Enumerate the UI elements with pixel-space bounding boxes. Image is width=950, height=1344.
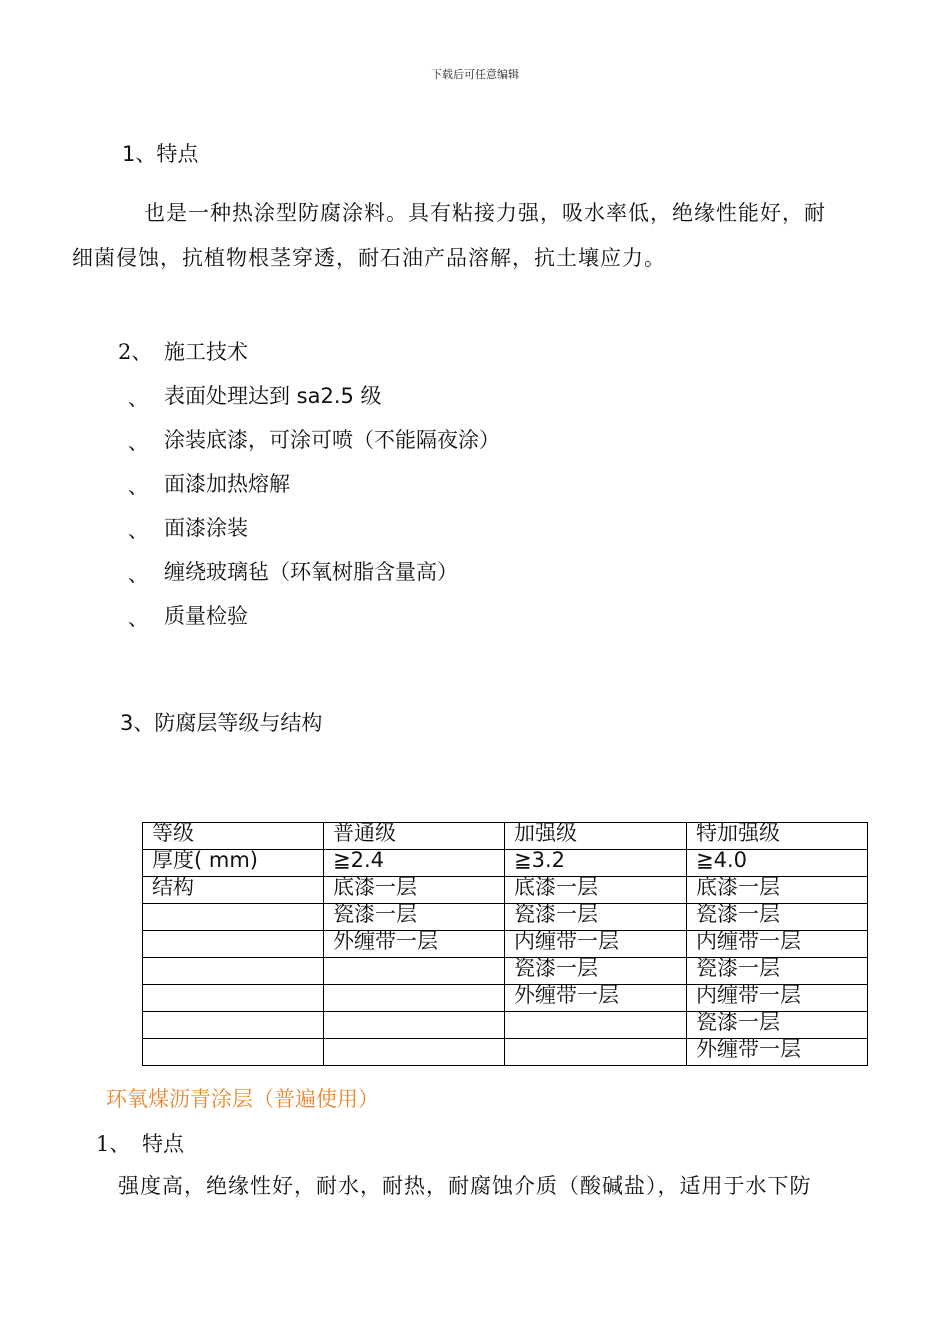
- table-cell: [143, 958, 324, 985]
- table-cell: 底漆一层: [505, 877, 687, 904]
- table-cell: [143, 1012, 324, 1039]
- table-cell: [505, 1012, 687, 1039]
- table-cell: 瓷漆一层: [687, 958, 868, 985]
- table-cell: [505, 1039, 687, 1066]
- table-cell: 厚度( mm): [143, 850, 324, 877]
- table-row: [143, 1012, 868, 1039]
- table-cell: 内缠带一层: [687, 985, 868, 1012]
- table-cell: [324, 958, 505, 985]
- section4-sub-number: 1、: [96, 1132, 131, 1156]
- table-cell: 瓷漆一层: [687, 1012, 868, 1039]
- section4-sub-title: 特点: [142, 1132, 184, 1156]
- table-cell: 外缠带一层: [505, 985, 687, 1012]
- table-cell: 内缠带一层: [505, 931, 687, 958]
- table-row: [143, 958, 868, 985]
- table-row: [143, 850, 868, 877]
- list-item: 面漆加热熔解: [164, 472, 290, 496]
- list-bullet: 、: [128, 386, 148, 410]
- list-item: 表面处理达到 sa2.5 级: [164, 384, 382, 408]
- section2-title: 施工技术: [164, 340, 248, 364]
- table-cell: 特加强级: [687, 823, 868, 850]
- section4-heading: 环氧煤沥青涂层（普遍使用）: [106, 1087, 379, 1111]
- table-cell: 外缠带一层: [324, 931, 505, 958]
- table-cell: 瓷漆一层: [324, 904, 505, 931]
- table-cell: ≧4.0: [687, 850, 868, 877]
- table-cell: 等级: [143, 823, 324, 850]
- list-bullet: 、: [128, 474, 148, 498]
- list-bullet: 、: [128, 518, 148, 542]
- table-row: [143, 985, 868, 1012]
- table-cell: [143, 1039, 324, 1066]
- list-item: 面漆涂装: [164, 516, 248, 540]
- table-cell: [324, 1039, 505, 1066]
- table-cell: 瓷漆一层: [505, 904, 687, 931]
- section1-para-line2: 细菌侵蚀，抗植物根茎穿透，耐石油产品溶解，抗土壤应力。: [72, 246, 666, 270]
- table-row: [143, 1039, 868, 1066]
- list-item: 缠绕玻璃毡（环氧树脂含量高）: [164, 560, 458, 584]
- table-cell: 外缠带一层: [687, 1039, 868, 1066]
- table-cell: 底漆一层: [687, 877, 868, 904]
- list-bullet: 、: [128, 606, 148, 630]
- grade-structure-table: [142, 822, 868, 1066]
- table-cell: [143, 985, 324, 1012]
- table-cell: 瓷漆一层: [687, 904, 868, 931]
- list-bullet: 、: [128, 562, 148, 586]
- table-cell: ≧2.4: [324, 850, 505, 877]
- table-cell: [324, 1012, 505, 1039]
- table-cell: ≧3.2: [505, 850, 687, 877]
- table-cell: 底漆一层: [324, 877, 505, 904]
- table-cell: [324, 985, 505, 1012]
- section3-title: 3、防腐层等级与结构: [120, 711, 323, 735]
- table-row: [143, 904, 868, 931]
- section1-title: 1、特点: [122, 142, 199, 166]
- table-row: [143, 823, 868, 850]
- table-cell: [143, 931, 324, 958]
- list-item: 质量检验: [164, 604, 248, 628]
- table-cell: 内缠带一层: [687, 931, 868, 958]
- list-bullet: 、: [128, 430, 148, 454]
- table-cell: 结构: [143, 877, 324, 904]
- section2-title-number: 2、: [118, 340, 153, 364]
- table-row: [143, 877, 868, 904]
- table-cell: 瓷漆一层: [505, 958, 687, 985]
- table-cell: [143, 904, 324, 931]
- table-cell: 普通级: [324, 823, 505, 850]
- table-cell: 加强级: [505, 823, 687, 850]
- table-row: [143, 931, 868, 958]
- list-item: 涂装底漆，可涂可喷（不能隔夜涂）: [164, 428, 500, 452]
- page-header: 下载后可任意编辑: [431, 68, 519, 81]
- section1-para-line1: 也是一种热涂型防腐涂料。具有粘接力强，吸水率低，绝缘性能好，耐: [144, 201, 826, 225]
- section4-para-line1: 强度高，绝缘性好，耐水，耐热，耐腐蚀介质（酸碱盐），适用于水下防: [118, 1174, 812, 1198]
